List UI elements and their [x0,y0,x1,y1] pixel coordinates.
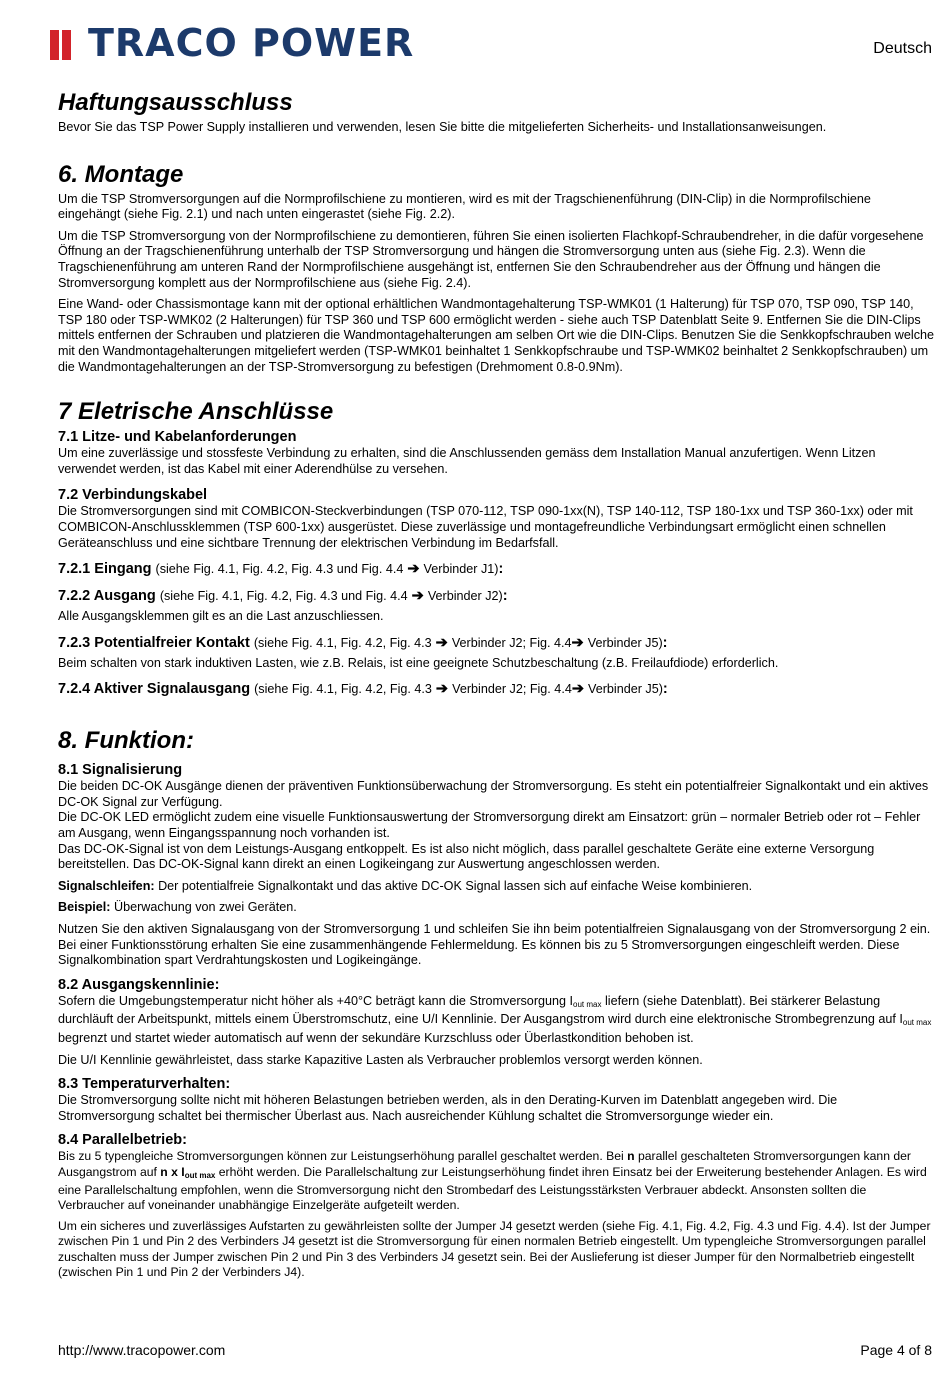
heading-7-2-1-title: 7.2.1 Eingang [58,561,152,578]
arrow-right-icon: ➔ [571,634,584,651]
logo-text: TRACO POWER [88,21,415,65]
paragraph-8-1-2: Die DC-OK LED ermöglicht zudem eine visuelle Funktionsauswertung der Stromversorgung direkt am Einsatzort: grün – normaler Betrieb oder rot – Fehler am Ausgang, wenn Eingangsspannung noch vorhanden ist. [58,810,921,841]
paragraph-8-4-1 [58,1149,936,1213]
heading-8-3: 8.3 Temperaturverhalten: [58,1076,231,1093]
heading-7-2: 7.2 Verbindungskabel [58,487,208,504]
heading-7-2-1-target: Verbinder J1) [423,562,499,577]
heading-7-2-2-title: 7.2.2 Ausgang [58,588,156,605]
section-function [58,726,936,1280]
heading-7-2-1-ref: (siehe Fig. 4.1, Fig. 4.2, Fig. 4.3 und Fig. 4.4 [155,562,404,577]
arrow-right-icon: ➔ [407,561,420,578]
mounting-paragraph-2: Um die TSP Stromversorgung von der Normprofilschiene zu demontieren, führen Sie einen isolierten Flachkopf-Schraubendreher, in die dafür vorgesehene Öffnung an der Tragschienenführung unterhalb der TSP Stromversorgung und hängen die Stromversorgung unten aus (siehe Fig. 2.3). Wenn die Tragschienenführung am unteren Rand der Normprofilschiene ausgehängt ist, entfernen Sie den Schraubendreher aus der Öffnung und hängen die Stromversorgung komplett aus der Normprofilschiene aus (siehe Fig. 2.4). [58,228,924,290]
logo-mark-bar-left [50,30,59,60]
paragraph-7-2-3: Beim schalten von stark induktiven Lasten, wie z.B. Relais, ist eine geeignete Schutzbeschaltung (z.B. Freilaufdiode) erforderlich. [58,655,779,670]
colon: : [662,634,668,651]
arrow-right-icon: ➔ [411,588,424,605]
heading-7-2-4-title: 7.2.4 Aktiver Signalausgang [58,681,251,698]
heading-7-2-3-target-a: Verbinder J2; Fig. 4.4 [451,635,572,650]
heading-7-2-3-ref: (siehe Fig. 4.1, Fig. 4.2, Fig. 4.3 [253,635,432,650]
section-disclaimer [58,88,936,136]
p84-part-a: Bis zu 5 typengleiche Stromversorgungen können zur Leistungserhöhung parallel geschaltet werden. Bei [58,1149,628,1164]
paragraph-8-1-example [58,900,936,916]
disclaimer-text: Bevor Sie das TSP Power Supply installieren und verwenden, lesen Sie bitte die mitgelieferten Sicherheits- und Installationsanweisungen. [58,120,827,134]
arrow-right-icon: ➔ [435,681,449,698]
heading-7-2-2 [58,588,936,605]
arrow-right-icon: ➔ [435,634,448,651]
heading-7-2-4-ref: (siehe Fig. 4.1, Fig. 4.2, Fig. 4.3 [254,682,432,697]
heading-7-2-3-target-b: Verbinder J5) [587,635,663,650]
heading-8-4: 8.4 Parallelbetrieb: [58,1132,187,1149]
p84-sub [185,1171,216,1180]
paragraph-8-2-1 [58,994,936,1047]
disclaimer-title: Haftungsausschluss [58,89,293,116]
p82-sub-2: out max [902,1018,932,1028]
heading-7-2-3-title: 7.2.3 Potentialfreier Kontakt [58,634,250,651]
page-header [0,0,950,80]
paragraph-8-1-1: Die beiden DC-OK Ausgänge dienen der präventiven Funktionsüberwachung der Stromversorgung. Es steht ein potentialfreier Signalkontakt und ein aktives DC-OK Signal zur Verfügung. [58,779,929,809]
section-electrical [58,397,936,698]
heading-8-2: 8.2 Ausgangskennlinie: [58,976,220,993]
section-mounting [58,160,936,376]
function-title: 8. Funktion: [58,727,194,755]
paragraph-8-1-3: Das DC-OK-Signal ist von dem Leistungs-Ausgang entkoppelt. Es ist also nicht möglich, dass parallel geschaltete Geräte eine externe Versorgung bereitstellen. Das DC-OK-Signal kann direkt an einen Logikeingang zur Auswertung angeschlossen werden. [58,841,875,872]
p84-sub-text: out max [184,1170,216,1180]
mounting-title: 6. Montage [58,160,184,188]
electrical-title: 7 Eletrische Anschlüsse [58,398,334,426]
colon: : [498,561,504,578]
p82-part-a: Sofern die Umgebungstemperatur nicht höher als +40°C beträgt kann die Stromversorgung I [58,993,574,1008]
p82-part-c: begrenzt und startet wieder automatisch auf wenn der sekundäre Kurzschluss oder Überlastkondition behoben ist. [58,1031,694,1045]
p82-part-b: liefern (siehe Datenblatt). Bei stärkerer Belastung durchläuft der Arbeitspunkt, mittels einem Überstromschutz, eine U/I Kennlinie. Der Ausgangstrom wird durch eine elektronische Strombegrenzung auf I [58,993,903,1027]
mounting-paragraph-3: Eine Wand- oder Chassismontage kann mit der optional erhältlichen Wandmontagehalterung TSP-WMK01 (1 Halterung) für TSP 070, TSP 090, TSP 140, TSP 180 oder TSP-WMK02 (2 Halterungen) für TSP 360 und TSP 600 ermöglicht werden - siehe auch TSP Datenblatt Seite 9. Entfernen Sie die DIN-Clips mittels entfernen der Schrauben und platzieren die Wandmontagehalterungen am selben Ort wie die DIN-Clips. Benutzen Sie die Senkkopfschrauben welche mit den Wandmontagehalterungen mitgeliefert werden (TSP-WMK01 beinhaltet 1 Senkkopfschraube und TSP-WMK02 beinhaltet 2 Senkkopfschrauben) um die Wandmontagehalterungen an der TSP-Stromversorgung zu befestigen (Drehmoment 0.8-0.9Nm). [58,297,935,374]
p84-n: n [627,1149,635,1164]
heading-7-2-4-target-b: Verbinder J5) [588,682,663,697]
loop-label: Signalschleifen: [58,878,155,893]
p84-part-c: erhöht werden. Die Parallelschaltung zur Leistungserhöhung findet ihren Einsatz bei der Erweiterung bestehender Anlagen. Es wird eine Parallelschaltung empfohlen, wenn die Stromversorgung nicht den Strombedarf des Leistungsstärksten Verbrauer abdeckt. Ansonsten sollten die Verbraucher auf voneinander unabhängige Einzelgeräte aufgeteilt werden. [58,1164,927,1212]
footer-url-link[interactable]: http://www.tracopower.com [58,1342,226,1358]
heading-7-2-2-ref: (siehe Fig. 4.1, Fig. 4.2, Fig. 4.3 und Fig. 4.4 [159,589,408,604]
arrow-right-icon: ➔ [571,681,584,698]
p84-part-b: parallel geschalteten Stromversorgungen kann der Ausgangstrom auf [58,1149,911,1179]
language-label: Deutsch [873,40,932,57]
paragraph-8-1-loop [58,879,936,895]
paragraph-8-3: Die Stromversorgung sollte nicht mit höheren Belastungen betrieben werden, als in den Derating-Kurven im Datenblatt angegeben wird. Die Stromversorgung schaltet bei thermischer Überlast aus. Nach ausreichender Kühlung schaltet die Stromversorgunge wieder ein. [58,1093,838,1123]
paragraph-7-1: Um eine zuverlässige und stossfeste Verbindung zu erhalten, sind die Anschlussenden gemäss dem Installation Manual anzufertigen. Wenn Litzen verwendet werden, ist das Kabel mit einer Aderendhülse zu versehen. [58,446,876,476]
heading-7-2-3 [58,635,936,652]
logo-mark-bar-right [62,30,71,60]
heading-7-1: 7.1 Litze- und Kabelanforderungen [58,429,297,446]
colon: : [502,588,508,605]
heading-7-2-4 [58,681,936,698]
example-label: Beispiel: [58,900,111,915]
p84-nxi: n x I [160,1164,185,1179]
heading-7-2-4-target-a: Verbinder J2; Fig. 4.4 [452,682,572,697]
colon: : [662,681,668,698]
p82-sub-1: out max [573,999,602,1009]
page-number: Page 4 of 8 [860,1342,932,1358]
paragraph-8-2-2: Die U/I Kennlinie gewährleistet, dass starke Kapazitive Lasten als Verbraucher problemlos versorgt werden können. [58,1052,703,1067]
heading-8-1: 8.1 Signalisierung [58,762,183,779]
paragraph-8-1-4: Nutzen Sie den aktiven Signalausgang von der Stromversorgung 1 und schleifen Sie ihn beim potentialfreien Signalausgang von der Stromversorgung 2 ein. Bei einer Funktionsstörung erhalten Sie eine zusammenhängende Fehlermeldung. Es können bis zu 5 Stromversorgungen eingeschleift werden. Diese Signalkombination spart Verdrahtungskosten und Logikeingänge. [58,922,931,968]
document-body [58,88,936,1302]
heading-7-2-1 [58,561,936,578]
paragraph-7-2-2: Alle Ausgangsklemmen gilt es an die Last anzuschliessen. [58,609,384,624]
mounting-paragraph-1: Um die TSP Stromversorgungen auf die Normprofilschiene zu montieren, wird es mit der Tragschienenführung (DIN-Clip) in die Normprofilschiene eingehängt (siehe Fig. 2.1) und nach unten eingerastet (siehe Fig. 2.2). [58,191,871,222]
example-text: Überwachung von zwei Geräten. [110,900,297,915]
paragraph-7-2: Die Stromversorgungen sind mit COMBICON-Steckverbindungen (TSP 070-112, TSP 090-1xx(N), TSP 140-112, TSP 180-1xx und TSP 360-1xx) oder mit COMBICON-Anschlussklemmen (TSP 600-1xx) ausgerüstet. Diese zuverlässige und montagefreundliche Verbindungsart ermöglicht einen schnellen Geräteanschluss und eine sichtbare Trennung der elektrischen Verbindung im Bedarfsfall. [58,504,913,550]
loop-text: Der potentialfreie Signalkontakt und das aktive DC-OK Signal lassen sich auf einfache Weise kombinieren. [154,878,753,893]
heading-7-2-2-target: Verbinder J2) [427,589,503,604]
paragraph-8-4-2: Um ein sicheres und zuverlässiges Aufstarten zu gewährleisten sollte der Jumper J4 gesetzt werden (siehe Fig. 4.1, Fig. 4.2, Fig. 4.3 und Fig. 4.4). Ist der Jumper zwischen Pin 1 und Pin 2 des Verbinders J4 gesetzt ist die Stromversorgung für einen normalen Betrieb eingestellt. Um typengleiche Stromversorgungen parallel zuschalten muss der Jumper zwischen Pin 2 und Pin 3 des Verbinders J4 gesetzt sein. Bei der Auslieferung ist dieser Jumper für den Normalbetrieb eingestellt (zwischen Pin 1 und Pin 2 der Verbinders J4). [58,1219,931,1279]
